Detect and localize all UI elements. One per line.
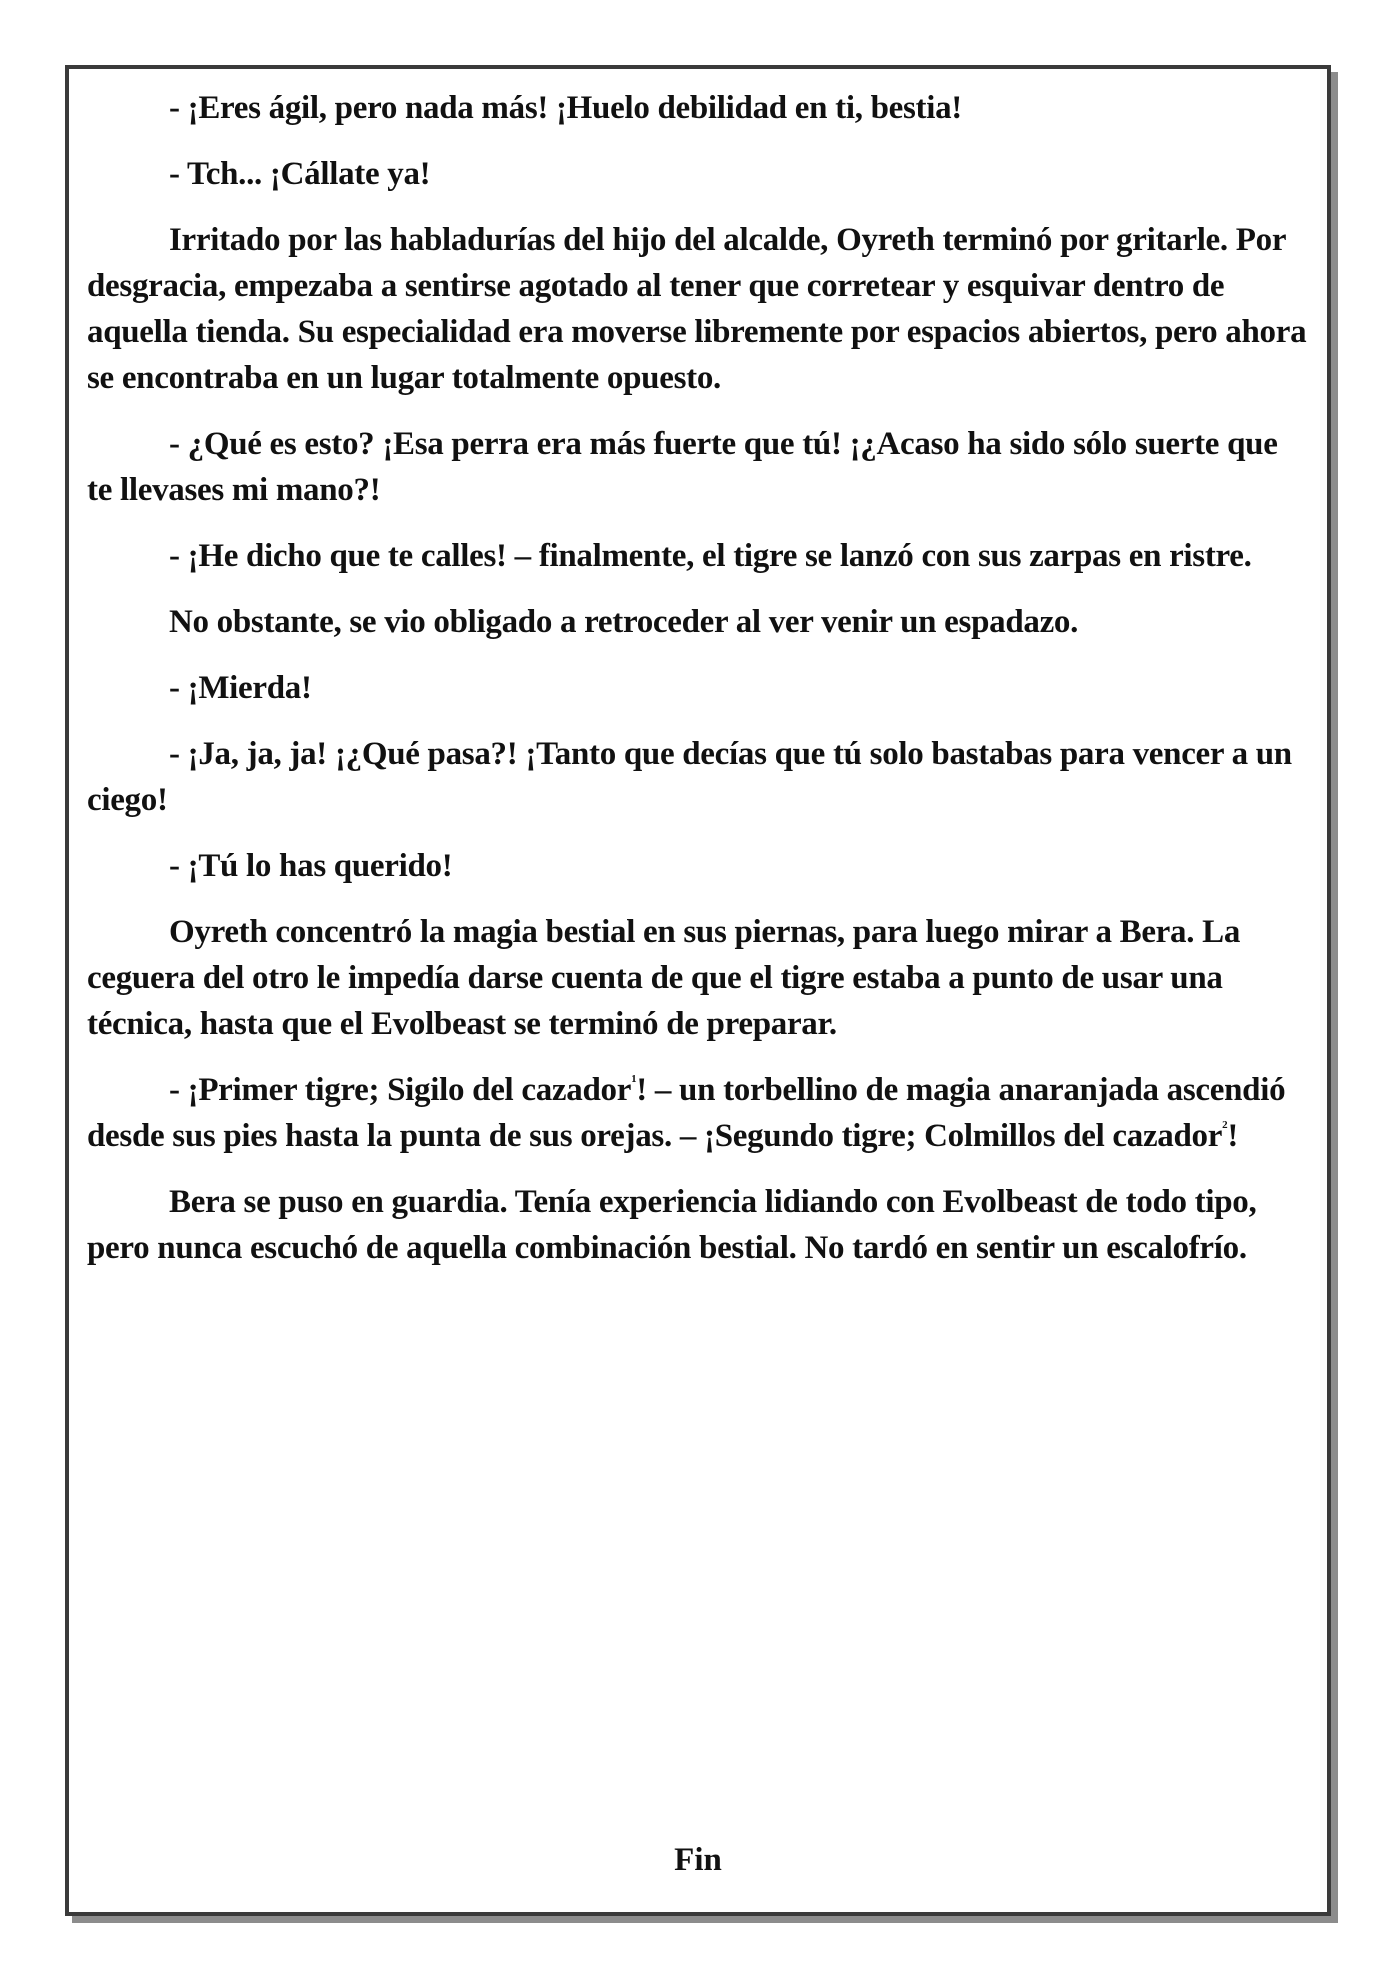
technique-text-1: - ¡Primer tigre; Sigilo del cazador (169, 1072, 632, 1108)
paragraph: - ¡Mierda! (169, 670, 312, 706)
paragraph: - ¡Eres ágil, pero nada más! ¡Huelo debilidad en ti, bestia! (169, 90, 962, 126)
paragraph: - Tch... ¡Cállate ya! (169, 156, 431, 192)
paragraph: No obstante, se vio obligado a retroceder al ver venir un espadazo. (169, 604, 1079, 640)
paragraph: - ¡Ja, ja, ja! ¡¿Qué pasa?! ¡Tanto que decías que tú solo bastabas para vencer a un ciego! (87, 736, 1292, 818)
closing-fin: Fin (674, 1842, 722, 1878)
technique-text-2: ! – un torbellino de magia anaranjada ascendió desde sus pies hasta la punta de sus orejas. – ¡Segundo tigre; Colmillos del cazador (87, 1072, 1286, 1154)
paragraph: - ¡Tú lo has querido! (169, 848, 453, 884)
paragraph: Irritado por las habladurías del hijo del alcalde, Oyreth terminó por gritarle. Por desgracia, empezaba a sentirse agotado al tener que corretear y esquivar dentro de aquella tienda. Su especialidad era moverse libremente por espacios abiertos, pero ahora se encontraba en un lugar totalmente opuesto. (87, 222, 1307, 396)
paragraph: - ¿Qué es esto? ¡Esa perra era más fuerte que tú! ¡¿Acaso ha sido sólo suerte que te llevases mi mano?! (87, 426, 1278, 508)
final-paragraph: Bera se puso en guardia. Tenía experiencia lidiando con Evolbeast de todo tipo, pero nunca escuchó de aquella combinación bestial. No tardó en sentir un escalofrío. (87, 1184, 1257, 1266)
footnote-marker-1[interactable]: 1 (631, 1073, 637, 1085)
paragraph: - ¡He dicho que te calles! – finalmente, el tigre se lanzó con sus zarpas en ristre. (169, 538, 1252, 574)
paragraph: Oyreth concentró la magia bestial en sus piernas, para luego mirar a Bera. La ceguera del otro le impedía darse cuenta de que el tigre estaba a punto de usar una técnica, hasta que el Evolbeast se terminó de preparar. (87, 914, 1241, 1042)
story-text (87, 85, 1309, 1291)
technique-paragraph (87, 1067, 1309, 1159)
technique-text-3: ! (1227, 1118, 1239, 1154)
page-frame (65, 65, 1331, 1916)
footnote-marker-2[interactable]: 2 (1222, 1119, 1228, 1131)
